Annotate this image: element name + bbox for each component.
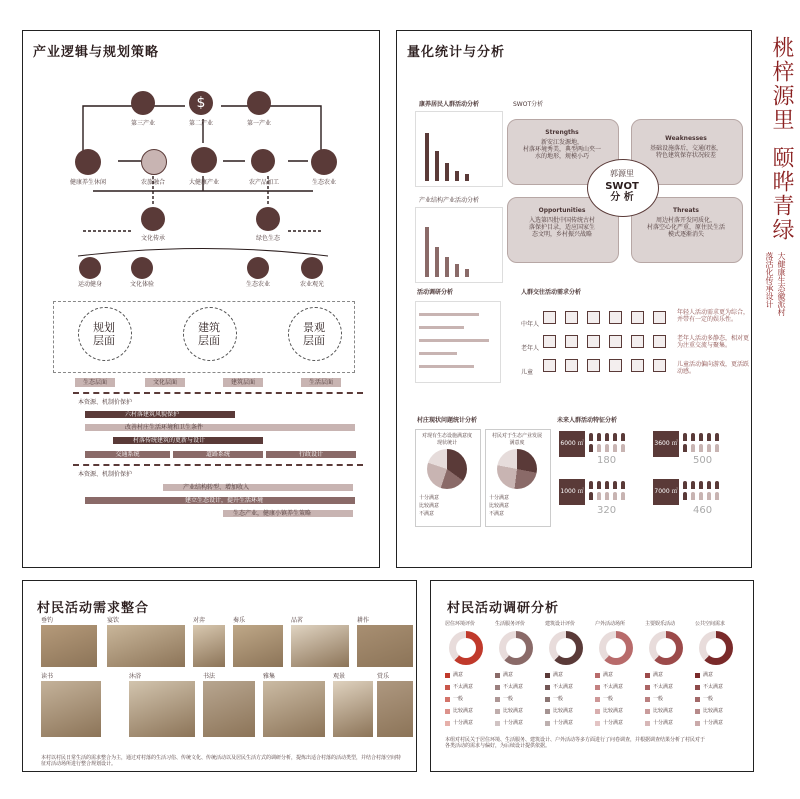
legend-swatch: [595, 697, 600, 702]
donut-title: 生活服务评价: [495, 621, 526, 627]
chart2-bar-5: [465, 269, 469, 277]
section5-title: 村庄现状问题统计分析: [417, 417, 478, 424]
bar-a-1: 六村落建筑风貌保护: [85, 411, 235, 418]
chart2-bar-3: [445, 257, 449, 277]
donut-title: 公共空间需求: [695, 621, 726, 627]
legend-text: 满意: [703, 672, 714, 678]
legend-text: 满意: [603, 672, 614, 678]
swot-o-body: 入选第四批中国传统古村 落保护目录，适应国家生 态文明，乡村振兴战略: [528, 217, 595, 238]
person-icon: [715, 433, 719, 441]
bar-a-2: 改善村庄生活环境和卫生条件: [85, 424, 355, 431]
painting-label: 沐浴: [129, 673, 142, 680]
person-icon: [605, 433, 609, 441]
legend-swatch: [545, 685, 550, 690]
painting-label: 品茗: [291, 617, 304, 624]
legend-text: 比较满意: [503, 708, 524, 714]
pie2-title: 村民对于生态产业发展 满意度: [491, 433, 542, 446]
row2-label-4: 农产品加工: [248, 179, 279, 186]
chart1-bar-3: [445, 163, 449, 181]
legend-text: 满意: [553, 672, 564, 678]
tag-life: 生活层面: [301, 378, 341, 387]
legend-text: 比较满意: [653, 708, 674, 714]
row2-label-1: 健康养生休闲: [69, 179, 106, 186]
person-icon: [699, 444, 703, 452]
person-icon: [707, 481, 711, 489]
future-3-box: 1000 ㎡: [559, 479, 585, 505]
person-icon: [589, 492, 593, 500]
painting-label: 读书: [41, 673, 54, 680]
swot-center-label-2: SWOT 分 析: [605, 181, 639, 203]
donut-title: 主要娱乐活动: [645, 621, 676, 627]
section6-title: 未来人群活动特征分析: [557, 417, 618, 424]
triple-a-3: 行政设计: [266, 451, 356, 458]
row2-label-3: 大健康产业: [188, 179, 219, 186]
person-icon: [605, 444, 609, 452]
note-adult: 年轻人活动需求更为综合， 并带有一定的娱乐性。: [677, 309, 750, 323]
painting-image: [357, 625, 413, 667]
panel-industry-logic: [22, 30, 380, 568]
landscape-level-label: 景观 层面: [303, 321, 325, 347]
legend-text: 不太满意: [553, 684, 574, 690]
chart2-bar-2: [435, 247, 439, 277]
planning-level-label: 规划 层面: [93, 321, 115, 347]
person-icon: [589, 481, 593, 489]
activity-icon: [609, 359, 622, 372]
person-icon: [621, 433, 625, 441]
legend-swatch: [645, 673, 650, 678]
donut-hole: [706, 638, 726, 658]
painting-image: [291, 625, 349, 667]
timeline-bar-1: [419, 313, 479, 316]
legend-swatch: [695, 685, 700, 690]
painting-image: [377, 681, 413, 737]
tag-building: 建筑层面: [223, 378, 263, 387]
painting-image: [129, 681, 195, 737]
future-4-box: 7000 ㎡: [653, 479, 679, 505]
section4-title: 人群交往活动需求分析: [521, 289, 582, 296]
activity-icon: [565, 359, 578, 372]
legend-swatch: [495, 697, 500, 702]
legend-text: 十分满意: [453, 720, 474, 726]
swot-t-head: Threats: [673, 207, 699, 214]
row-label-adult: 中年人: [521, 321, 540, 328]
painting-label: 垂钓: [41, 617, 54, 624]
legend-text: 比较满意: [453, 708, 474, 714]
legend-text: 一般: [603, 696, 614, 702]
legend-swatch: [645, 685, 650, 690]
culture-exp-icon: [131, 257, 153, 279]
donut-chart: [549, 631, 583, 665]
legend-swatch: [445, 721, 450, 726]
bar-b-2: 建立生态设计，提升生活环境: [85, 497, 355, 504]
legend-text: 十分满意: [653, 720, 674, 726]
swot-w-head: Weaknesses: [665, 135, 707, 142]
pie1-legend: 十分满意: [419, 495, 440, 501]
future-1-box: 6000 ㎡: [559, 431, 585, 457]
painting-image: [193, 625, 225, 667]
future-2-box: 3600 ㎡: [653, 431, 679, 457]
person-icon: [691, 481, 695, 489]
timeline-bar-4: [419, 352, 457, 355]
activity-icon: [587, 311, 600, 324]
activity-icon: [631, 311, 644, 324]
panel3-caption: 本村以村民日常生活的需求整合为主，通过对村落的生活习俗、传统文化、传统活动以及居民生活方式的调研分析，提炼出适合村落的活动类型，并结合村落空间特征对活动场所进行整合规划设计。: [41, 755, 402, 767]
legend-swatch: [495, 721, 500, 726]
activity-icon: [631, 359, 644, 372]
person-icon: [691, 433, 695, 441]
person-icon: [597, 433, 601, 441]
health-leisure-icon: [75, 149, 101, 175]
tag-culture: 文化层面: [145, 378, 185, 387]
section-a-label: 本资源、机制价保护: [78, 399, 133, 406]
legend-swatch: [545, 697, 550, 702]
legend-text: 不太满意: [653, 684, 674, 690]
panel2-title: 量化统计与分析: [407, 45, 506, 60]
legend-text: 一般: [453, 696, 464, 702]
culture-heritage-icon: [141, 207, 165, 231]
note-child: 儿童活动偏向游戏，更活跃 动感。: [677, 361, 750, 375]
legend-swatch: [695, 721, 700, 726]
note-elder: 老年人活动多静态，相对更 为注重交流与聚集。: [677, 335, 750, 349]
person-icon: [613, 492, 617, 500]
swot-center-label: 郭源里: [610, 169, 634, 178]
painting-image: [203, 681, 255, 737]
activity-icon: [609, 335, 622, 348]
legend-text: 一般: [553, 696, 564, 702]
chart1-bar-1: [425, 133, 429, 181]
section3-title: 活动调研分析: [417, 289, 454, 296]
legend-text: 不太满意: [503, 684, 524, 690]
person-icon: [683, 444, 687, 452]
legend-text: 一般: [703, 696, 714, 702]
painting-image: [233, 625, 283, 667]
person-icon: [589, 433, 593, 441]
building-level-label: 建筑 层面: [198, 321, 220, 347]
painting-image: [333, 681, 373, 737]
tertiary-industry-icon: [131, 91, 155, 115]
legend-text: 一般: [653, 696, 664, 702]
chart1-bar-2: [435, 151, 439, 181]
legend-swatch: [595, 673, 600, 678]
swot-title: SWOT分析: [513, 101, 544, 108]
activity-icon: [609, 311, 622, 324]
agri-processing-icon: [251, 149, 275, 173]
painting-image: [107, 625, 185, 667]
painting-label: 赏乐: [377, 673, 390, 680]
person-icon: [597, 492, 601, 500]
donut-title: 建筑设计评价: [545, 621, 576, 627]
future-4-count: 460: [693, 505, 713, 516]
legend-text: 比较满意: [703, 708, 724, 714]
top-node-label-2: 第二产业: [188, 120, 213, 127]
people-icon-grid: [587, 431, 737, 511]
agri-tourism-icon: [141, 149, 167, 175]
top-node-label-1: 第三产业: [130, 120, 155, 127]
pie2-legend: 十分满意: [489, 495, 510, 501]
person-icon: [707, 444, 711, 452]
legend-text: 不太满意: [603, 684, 624, 690]
legend-text: 比较满意: [553, 708, 574, 714]
pie1-legend-2: 比较满意: [419, 503, 440, 509]
person-icon: [613, 444, 617, 452]
activity-icon: [543, 311, 556, 324]
legend-swatch: [695, 709, 700, 714]
legend-swatch: [545, 709, 550, 714]
donut-chart: [599, 631, 633, 665]
legend-swatch: [645, 697, 650, 702]
donut-chart: [699, 631, 733, 665]
divider-2: [73, 464, 363, 466]
person-icon: [707, 492, 711, 500]
legend-text: 十分满意: [703, 720, 724, 726]
row4-label-2: 文化体验: [129, 281, 154, 288]
person-icon: [715, 492, 719, 500]
main-title: 桃梓源里: [769, 36, 794, 132]
activity-icon: [653, 335, 666, 348]
swot-t-body: 周边村落开发同质化， 村落空心化严重，原住民生活 模式逐渐消失: [646, 217, 725, 238]
legend-swatch: [445, 673, 450, 678]
panel4-title: 村民活动调研分析: [447, 601, 560, 616]
chart1-bar-4: [455, 171, 459, 181]
painting-label: 奏乐: [233, 617, 246, 624]
row2-label-5: 生态农业: [311, 179, 336, 186]
legend-text: 十分满意: [503, 720, 524, 726]
row-label-child: 儿童: [521, 369, 534, 376]
primary-industry-icon: [247, 91, 271, 115]
person-icon: [589, 444, 593, 452]
legend-swatch: [595, 721, 600, 726]
fitness-icon: [79, 257, 101, 279]
legend-text: 不太满意: [703, 684, 724, 690]
painting-image: [41, 681, 101, 737]
legend-swatch: [595, 685, 600, 690]
legend-text: 十分满意: [603, 720, 624, 726]
legend-text: 十分满意: [553, 720, 574, 726]
health-industry-icon: [191, 147, 217, 173]
legend-text: 满意: [653, 672, 664, 678]
row2-label-2: 农旅融合: [140, 179, 165, 186]
person-icon: [613, 481, 617, 489]
legend-swatch: [445, 685, 450, 690]
row-label-elder: 老年人: [521, 345, 540, 352]
pie1: [427, 449, 467, 489]
section-b-label: 本资源、机制价保护: [78, 471, 133, 478]
painting-image: [263, 681, 325, 737]
person-icon: [621, 492, 625, 500]
activity-icon: [587, 359, 600, 372]
pie2: [497, 449, 537, 489]
activity-icon: [543, 359, 556, 372]
chart1-bar-5: [465, 174, 469, 181]
swot-o-head: Opportunities: [538, 207, 586, 214]
person-icon: [597, 444, 601, 452]
pie2-legend-5: 不满意: [489, 511, 505, 517]
donut-chart: [499, 631, 533, 665]
person-icon: [691, 444, 695, 452]
legend-swatch: [445, 697, 450, 702]
painting-label: 对弈: [193, 617, 206, 624]
activity-icon: [587, 335, 600, 348]
pie2-legend-2: 比较满意: [489, 503, 510, 509]
timeline-bar-3: [419, 339, 489, 342]
person-icon: [715, 444, 719, 452]
pie1-legend-5: 不满意: [419, 511, 435, 517]
panel3-title: 村民活动需求整合: [37, 601, 150, 616]
green-eco-icon: [256, 207, 280, 231]
person-icon: [683, 492, 687, 500]
painting-label: 雅集: [263, 673, 276, 680]
panel-activity-integration: [22, 580, 417, 772]
row3-label-2: 绿色生态: [255, 235, 280, 242]
activity-icon: [631, 335, 644, 348]
future-1-count: 180: [597, 455, 617, 466]
secondary-industry-icon: $: [189, 91, 213, 115]
person-icon: [699, 492, 703, 500]
main-title-2: 颐晔青绿: [769, 146, 794, 242]
person-icon: [605, 481, 609, 489]
person-icon: [699, 481, 703, 489]
activity-icon: [653, 311, 666, 324]
donut-hole: [656, 638, 676, 658]
legend-swatch: [495, 673, 500, 678]
legend-swatch: [695, 697, 700, 702]
triple-a-1: 交通系统: [85, 451, 170, 458]
painting-label: 耕作: [357, 617, 370, 624]
top-node-label-3: 第一产业: [246, 120, 271, 127]
future-2-count: 500: [693, 455, 713, 466]
swot-s-body: 新安江发源地， 村落环境秀美，典型两山夹一 水的地形，规模小巧: [522, 139, 601, 160]
legend-text: 比较满意: [603, 708, 624, 714]
panel1-title: 产业逻辑与规划策略: [33, 45, 160, 60]
agri-sightseeing-icon: [301, 257, 323, 279]
bar-b-3: 生态产业，健康小镇养生策略: [223, 510, 353, 517]
painting-label: 宴饮: [107, 617, 120, 624]
activity-icon: [653, 359, 666, 372]
donut-chart: [649, 631, 683, 665]
eco-agri-icon: [311, 149, 337, 175]
person-icon: [683, 433, 687, 441]
person-icon: [699, 433, 703, 441]
person-icon: [605, 492, 609, 500]
person-icon: [621, 481, 625, 489]
row4-label-1: 运动健身: [77, 281, 102, 288]
chart2-bar-4: [455, 264, 459, 277]
activity-icon: [543, 335, 556, 348]
person-icon: [621, 444, 625, 452]
chart2-bar-1: [425, 227, 429, 277]
legend-swatch: [645, 721, 650, 726]
subtitle-1: 大健康生态徽派村: [777, 252, 786, 316]
donut-hole: [506, 638, 526, 658]
legend-swatch: [495, 709, 500, 714]
triple-a-2: 道路系统: [173, 451, 263, 458]
donut-title: 居住环境评价: [445, 621, 476, 627]
panel4-caption: 本组对村民关于居住环境、生活服务、建筑设计、户外活动等多方面进行了问卷调查，并根据调查结果分析了村民对于各类活动的需求与偏好，为后续设计提供依据。: [445, 737, 706, 749]
timeline-bar-2: [419, 326, 464, 329]
donut-title: 户外活动场所: [595, 621, 626, 627]
painting-label: 书法: [203, 673, 216, 680]
bar-a-3: 村落传统建筑的更新与设计: [113, 437, 263, 444]
pie1-title: 对现有生态设施满意度 现状统计: [421, 433, 472, 446]
activity-icon-grid: [543, 311, 683, 381]
timeline-bar-5: [419, 365, 474, 368]
legend-swatch: [595, 709, 600, 714]
swot-w-body: 基础设施落后，交通闭塞， 特色建筑保存状况较差: [649, 145, 722, 159]
person-icon: [707, 433, 711, 441]
painting-image: [41, 625, 97, 667]
subtitle-2: 落活化传承设计: [765, 252, 774, 308]
swot-s-head: Strengths: [545, 129, 579, 136]
person-icon: [613, 433, 617, 441]
legend-swatch: [645, 709, 650, 714]
person-icon: [715, 481, 719, 489]
person-icon: [691, 492, 695, 500]
legend-text: 满意: [453, 672, 464, 678]
activity-icon: [565, 311, 578, 324]
eco-agri-2-icon: [247, 257, 269, 279]
tag-ecology: 生态层面: [75, 378, 115, 387]
donut-chart: [449, 631, 483, 665]
row4-label-3: 生态农业: [245, 281, 270, 288]
panel-activity-survey: [430, 580, 754, 772]
chart1-title: 康养居民人群活动分析: [419, 101, 480, 108]
legend-swatch: [495, 685, 500, 690]
chart2-title: 产业结构产业活动分析: [419, 197, 480, 204]
row3-label-1: 文化传承: [140, 235, 165, 242]
person-icon: [683, 481, 687, 489]
legend-text: 一般: [503, 696, 514, 702]
legend-swatch: [445, 709, 450, 714]
legend-swatch: [545, 721, 550, 726]
divider-1: [73, 392, 363, 394]
bar-b-1: 产业结构转型、增加收入: [163, 484, 353, 491]
donut-hole: [606, 638, 626, 658]
person-icon: [597, 481, 601, 489]
legend-text: 不太满意: [453, 684, 474, 690]
donut-hole: [456, 638, 476, 658]
row4-label-4: 农业观光: [299, 281, 324, 288]
legend-swatch: [695, 673, 700, 678]
legend-text: 满意: [503, 672, 514, 678]
painting-label: 观景: [333, 673, 346, 680]
activity-icon: [565, 335, 578, 348]
donut-hole: [556, 638, 576, 658]
panel-quant-analysis: [396, 30, 752, 568]
future-3-count: 320: [597, 505, 617, 516]
legend-swatch: [545, 673, 550, 678]
